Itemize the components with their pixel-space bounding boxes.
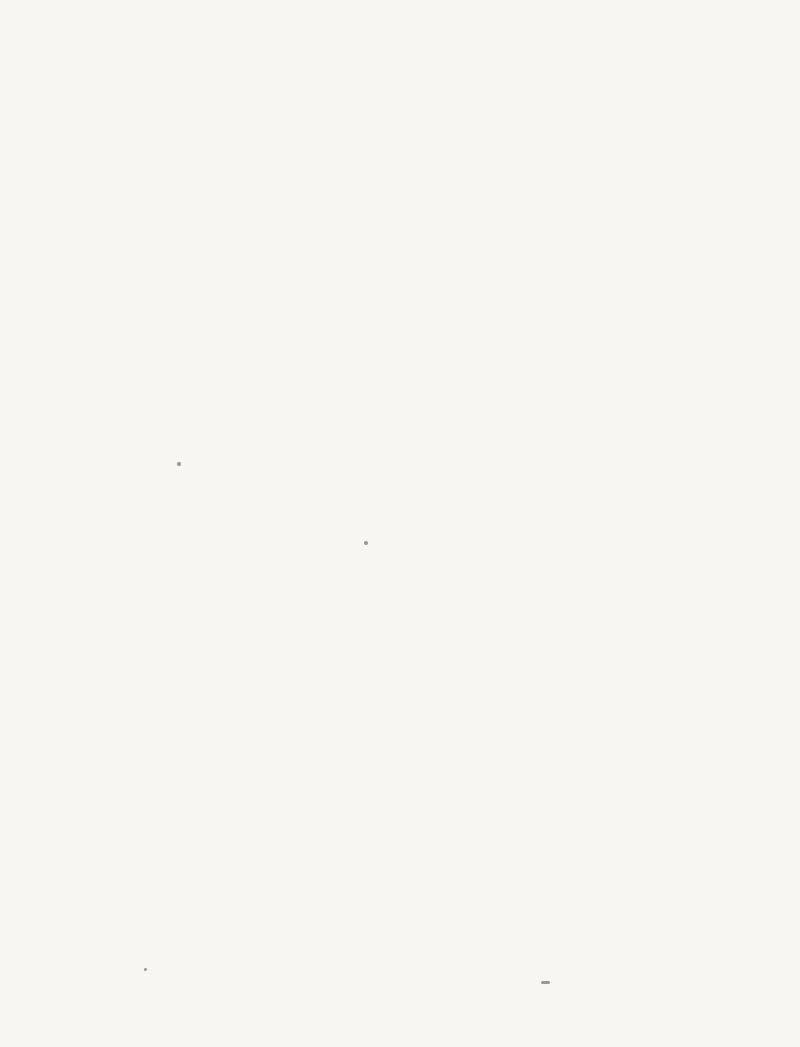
- paper-speck: [144, 968, 147, 971]
- paper-speck: [177, 462, 181, 466]
- paper-speck: [541, 981, 550, 984]
- paper-speck: [364, 541, 368, 545]
